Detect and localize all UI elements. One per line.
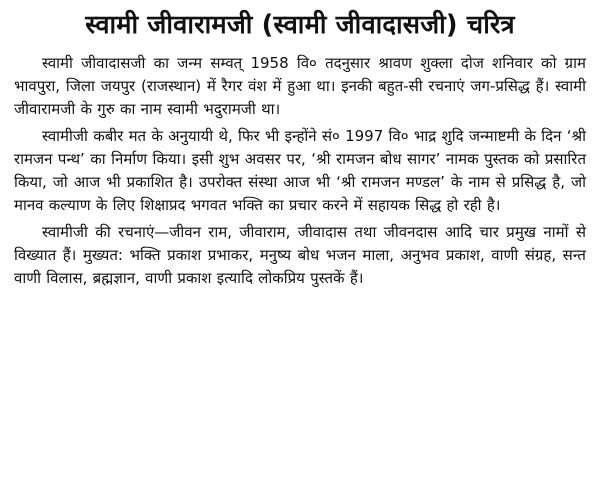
paragraph-ramjan-panth: स्वामीजी कबीर मत के अनुयायी थे, फिर भी इन्होंने सं० 1997 वि० भाद्र शुदि जन्माष्टमी के दिन ‘श्री रामजन पन्थ’ का निर्माण किया। इसी शुभ अवसर पर, ‘श्री रामजन बोध सागर’ नामक पुस्तक को प्रसारित किया, जो आज भी प्रकाशित है। उपरोक्त संस्था आज भी ‘श्री रामजन मण्डल’ के नाम से प्रसिद्ध है, जो मानव कल्याण के लिए शिक्षाप्रद भगवत भक्ति का प्रचार करने में सहायक सिद्ध हो रही है। (14, 127, 586, 214)
paragraph-works: स्वामीजी की रचनाएं—जीवन राम, जीवाराम, जीवादास तथा जीवनदास आदि चार प्रमुख नामों से विख्यात हैं। मुख्यत: भक्ति प्रकाश प्रभाकर, मनुष्य बोध भजन माला, अनुभव प्रकाश, वाणी संग्रह, सन्त वाणी विलास, ब्रह्मज्ञान, वाणी प्रकाश इत्यादि लोकप्रिय पुस्तकें हैं। (14, 223, 586, 287)
paragraph-birth-and-guru: स्वामी जीवादासजी का जन्म सम्वत् 1958 वि० तदनुसार श्रावण शुक्ला दोज शनिवार को ग्राम भावपुरा, जिला जयपुर (राजस्थान) में रैगर वंश में हुआ था। इनकी बहुत-सी रचनाएं जग-प्रसिद्ध हैं। स्वामी जीवारामजी के गुरु का नाम स्वामी भदुरामजी था। (14, 54, 586, 118)
document-title: स्वामी जीवारामजी (स्वामी जीवादासजी) चरित्र (85, 10, 515, 40)
